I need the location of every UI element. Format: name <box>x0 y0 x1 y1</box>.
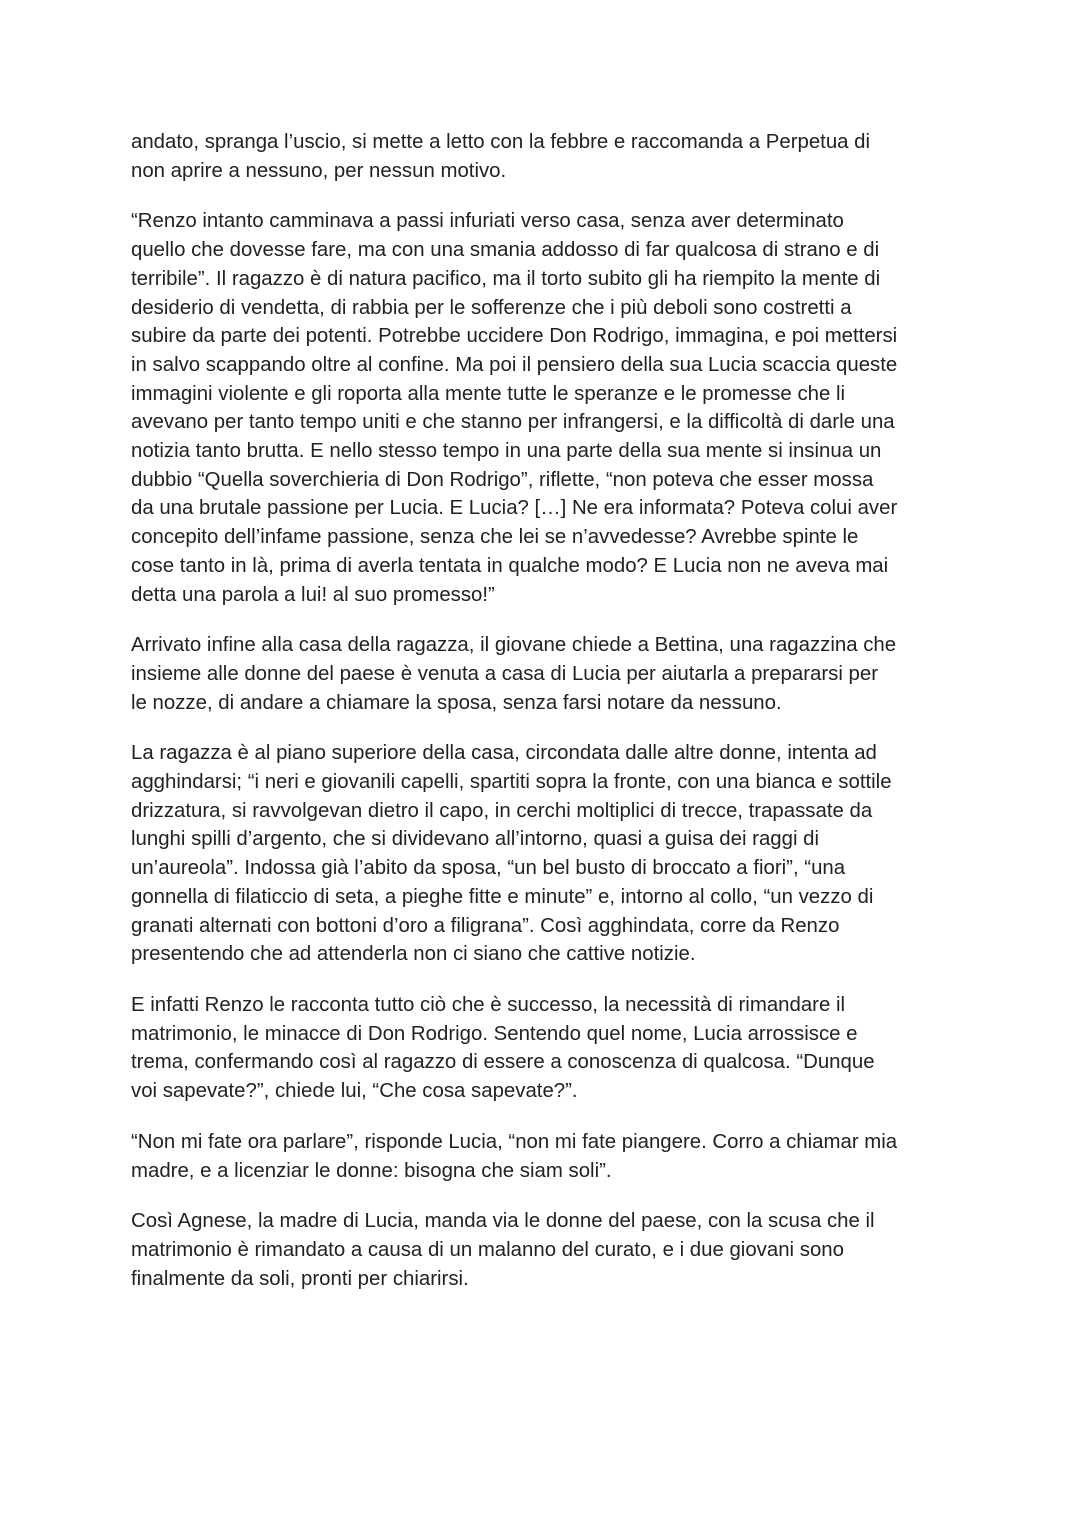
paragraph-3: Arrivato infine alla casa della ragazza, il giovane chiede a Bettina, una ragazzina che insieme alle donne del paese è venuta a casa di Lucia per aiutarla a prepararsi per le nozze, di andare a chiamare la sposa, senza farsi notare da nessuno. <box>131 634 897 714</box>
paragraph-2: “Renzo intanto camminava a passi infuriati verso casa, senza aver determinato quello che dovesse fare, ma con una smania addosso di far qualcosa di strano e di terribile”. Il ragazzo è di natura pacifico, ma il torto subito gli ha riempito la mente di desiderio di vendetta, di rabbia per le sofferenze che i più deboli sono costretti a subire da parte dei potenti. Potrebbe uccidere Don Rodrigo, immagina, e poi mettersi in salvo scappando oltre al confine. Ma poi il pensiero della sua Lucia scaccia queste immagini violente e gli roporta alla mente tutte le speranze e le promesse che li avevano per tanto tempo uniti e che stanno per infrangersi, e la difficoltà di darle una notizia tanto brutta. E nello stesso tempo in una parte della sua mente si insinua un dubbio “Quella soverchieria di Don Rodrigo”, riflette, “non poteva che esser mossa da una brutale passione per Lucia. E Lucia? […] Ne era informata? Poteva colui aver concepito dell’infame passione, senza che lei se n’avvedesse? Avrebbe spinte le cose tanto in là, prima di averla tentata in qualche modo? E Lucia non ne aveva mai detta una parola a lui! al suo promesso!” <box>131 210 898 606</box>
document-body <box>131 128 961 1315</box>
paragraph-1: andato, spranga l’uscio, si mette a letto con la febbre e raccomanda a Perpetua di non aprire a nessuno, per nessun motivo. <box>131 131 871 182</box>
paragraph-7: Così Agnese, la madre di Lucia, manda via le donne del paese, con la scusa che il matrimonio è rimandato a causa di un malanno del curato, e i due giovani sono finalmente da soli, pronti per chiarirsi. <box>131 1210 875 1290</box>
paragraph-6: “Non mi fate ora parlare”, risponde Lucia, “non mi fate piangere. Corro a chiamar mia madre, e a licenziar le donne: bisogna che siam soli”. <box>131 1130 898 1182</box>
paragraph-4: La ragazza è al piano superiore della casa, circondata dalle altre donne, intenta ad agghindarsi; “i neri e giovanili capelli, spartiti sopra la fronte, con una bianca e sottile drizzatura, si ravvolgevan dietro il capo, in cerchi moltiplici di trecce, trapassate da lunghi spilli d’argento, che si dividevano all’intorno, quasi a guisa dei raggi di un’aureola”. Indossa già l’abito da sposa, “un bel busto di broccato a fiori”, “una gonnella di filaticcio di seta, a pieghe fitte e minute” e, intorno al collo, “un vezzo di granati alternati con bottoni d’oro a filigrana”. Così agghindata, corre da Renzo presentendo che ad attenderla non ci siano che cattive notizie. <box>131 742 892 966</box>
paragraph-5: E infatti Renzo le racconta tutto ciò che è successo, la necessità di rimandare il matrimonio, le minacce di Don Rodrigo. Sentendo quel nome, Lucia arrossisce e trema, confermando così al ragazzo di essere a conoscenza di qualcosa. “Dunque voi sapevate?”, chiede lui, “Che cosa sapevate?”. <box>131 993 875 1103</box>
